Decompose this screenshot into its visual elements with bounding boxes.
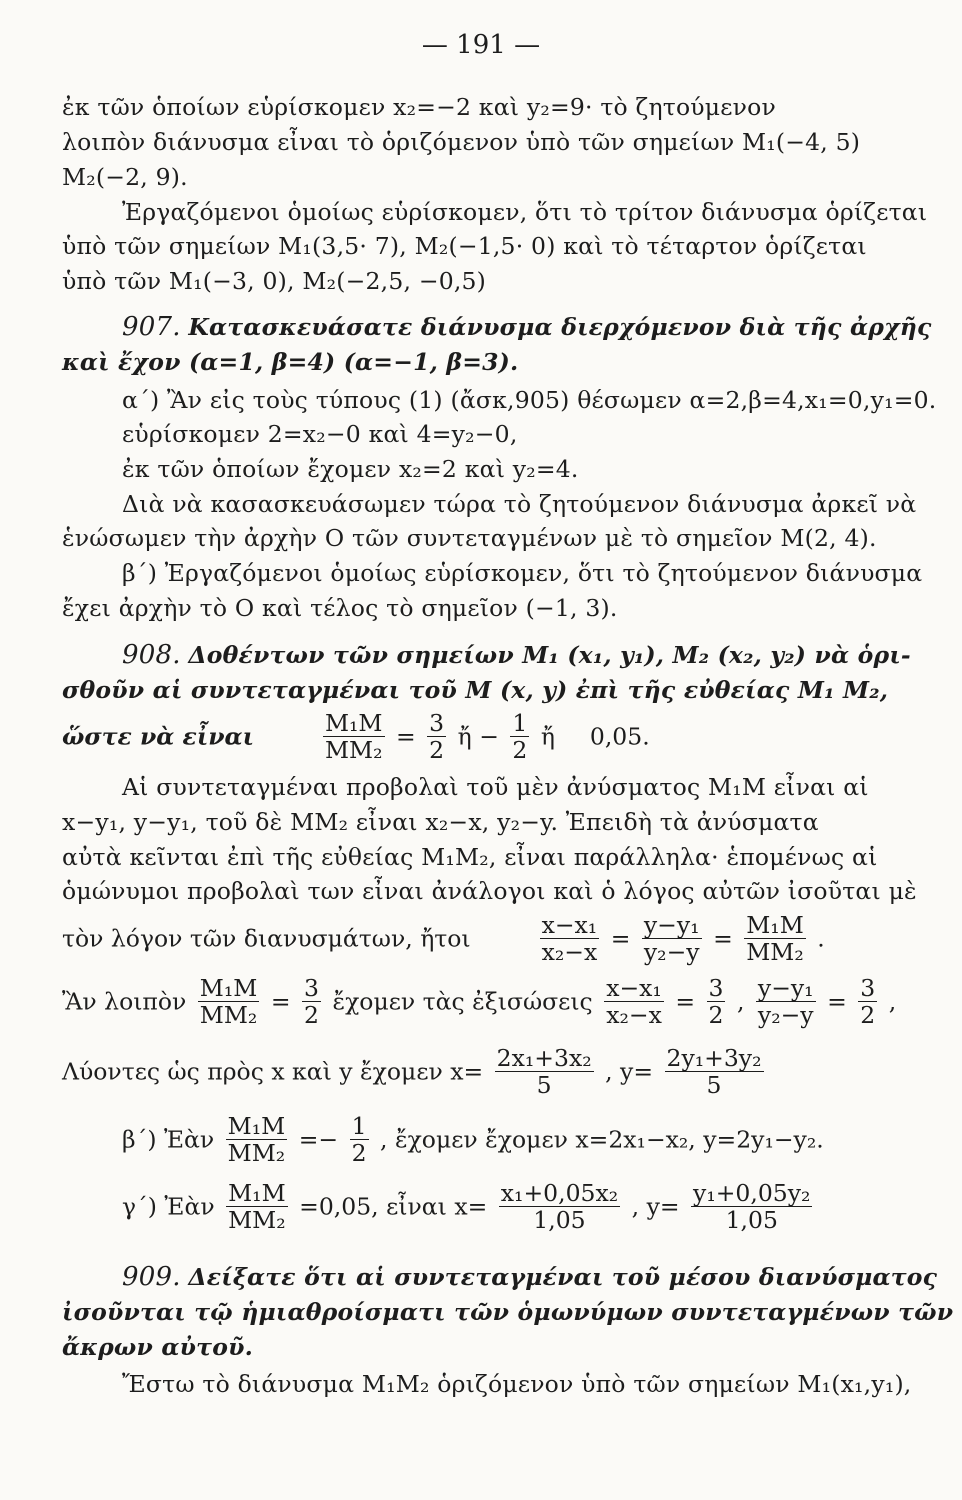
- fraction: [226, 1180, 288, 1233]
- denominator: 2: [860, 1001, 876, 1029]
- numerator: 3: [304, 974, 319, 1002]
- exercise-908-heading: [122, 640, 911, 670]
- fraction: [858, 975, 877, 1028]
- ratio-condition: [62, 710, 650, 763]
- text-line: ἐκ τῶν ὁποίων ἔχομεν x₂=2 καὶ y₂=4.: [122, 455, 579, 483]
- exercise-907-heading: [122, 312, 932, 342]
- text-line: , y=: [631, 1192, 680, 1221]
- text-line: αὐτὰ κεῖνται ἐπὶ τῆς εὐθείας M₁M₂, εἶναι παράλληλα· ἑπομένως αἱ: [62, 843, 878, 871]
- denominator: MM₂: [324, 736, 383, 764]
- denominator: x₂−x: [541, 938, 598, 966]
- text-line: =0,05, εἶναι x=: [299, 1192, 488, 1221]
- word-or: ἤ: [540, 722, 555, 751]
- numerator: 3: [860, 974, 876, 1002]
- denominator: x₂−x: [606, 1001, 662, 1029]
- denominator: 2: [708, 1001, 724, 1029]
- text-line: ὑπὸ τῶν M₁(−3, 0), M₂(−2,5, −0,5): [62, 267, 487, 295]
- fraction: [604, 975, 664, 1028]
- numerator: 1: [351, 1112, 367, 1140]
- text-line: , y=: [605, 1057, 654, 1086]
- fraction: [323, 710, 385, 763]
- exercise-statement: Δοθέντων τῶν σημείων M₁ (x₁, y₁), M₂ (x₂, y₂) νὰ ὁρι-: [188, 641, 911, 669]
- operator: =: [270, 987, 291, 1016]
- denominator: 2: [351, 1139, 367, 1167]
- text-line: εὑρίσκομεν 2=x₂−0 καὶ 4=y₂−0,: [122, 420, 518, 448]
- text-line: ὁμώνυμοι προβολαὶ των εἶναι ἀνάλογοι καὶ ὁ λόγος αὐτῶν ἰσοῦται μὲ: [62, 877, 917, 905]
- numerator: y−y₁: [757, 974, 814, 1002]
- denominator: y₂−y: [757, 1001, 814, 1029]
- text-line: Ἂν λοιπὸν: [62, 987, 187, 1016]
- numerator: 2y₁+3y₂: [666, 1044, 762, 1072]
- denominator: MM₂: [746, 938, 804, 966]
- denominator: 5: [706, 1071, 722, 1099]
- fraction: [665, 1045, 764, 1098]
- text-line: γ΄) Ἐὰν: [122, 1192, 215, 1221]
- operator: =: [610, 924, 631, 953]
- denominator: 1,05: [725, 1206, 778, 1234]
- operator: =: [395, 722, 416, 751]
- denominator: 5: [536, 1071, 552, 1099]
- numerator: 2x₁+3x₂: [496, 1044, 592, 1072]
- page-number: — 191 —: [421, 30, 541, 60]
- denominator: 2: [429, 736, 445, 764]
- exercise-909-heading: [122, 1262, 938, 1292]
- text-line: λοιπὸν διάνυσμα εἶναι τὸ ὁριζόμενον ὑπὸ τῶν σημείων M₁(−4, 5): [62, 128, 861, 156]
- numerator: 1: [512, 709, 528, 737]
- fraction: [350, 1113, 369, 1166]
- text-line: Ἔστω τὸ διάνυσμα M₁M₂ ὁριζόμενον ὑπὸ τῶν σημείων M₁(x₁,y₁),: [122, 1370, 912, 1398]
- numerator: x−x₁: [606, 974, 662, 1002]
- text-line: Λύοντες ὡς πρὸς x καὶ y ἔχομεν x=: [62, 1057, 484, 1086]
- numerator: y₁+0,05y₂: [693, 1179, 811, 1207]
- numerator: 3: [429, 709, 445, 737]
- text-line: ἔχομεν τὰς ἐξισώσεις: [332, 987, 593, 1016]
- text-line: Ἐργαζόμενοι ὁμοίως εὑρίσκομεν, ὅτι τὸ τρίτον διάνυσμα ὁρίζεται: [122, 198, 928, 226]
- denominator: 2: [304, 1001, 319, 1029]
- operator: −: [479, 722, 499, 751]
- numerator: x−x₁: [541, 911, 598, 939]
- case-b-line: [122, 1113, 824, 1166]
- text-line: ἐκ τῶν ὁποίων εὑρίσκομεν x₂=−2 καὶ y₂=9· τὸ ζητούμενον: [62, 93, 776, 121]
- denominator: 1,05: [533, 1206, 586, 1234]
- text-line: M₂(−2, 9).: [62, 163, 188, 191]
- fraction: [495, 1045, 594, 1098]
- numerator: M₁M: [324, 709, 383, 737]
- numerator: M₁M: [746, 911, 804, 939]
- fraction: [707, 975, 726, 1028]
- proportion-equation: [62, 912, 825, 965]
- exercise-number: 909.: [122, 1262, 181, 1292]
- denominator: y₂−y: [643, 938, 700, 966]
- numerator: M₁M: [199, 974, 258, 1002]
- numerator: M₁M: [227, 1112, 286, 1140]
- equations-line: [62, 975, 896, 1028]
- numerator: M₁M: [228, 1179, 286, 1207]
- exercise-statement: ἰσοῦνται τῷ ἡμιαθροίσματι τῶν ὁμωνύμων συντεταγμένων τῶν: [62, 1298, 954, 1326]
- text-line: β΄) Ἐργαζόμενοι ὁμοίως εὑρίσκομεν, ὅτι τὸ ζητούμενον διάνυσμα: [122, 559, 923, 587]
- text-line: β΄) Ἐὰν: [122, 1125, 215, 1154]
- fraction: [744, 912, 806, 965]
- word-or: ἤ: [457, 722, 472, 751]
- punctuation: ,: [736, 987, 745, 1016]
- exercise-number: 907.: [122, 312, 181, 342]
- denominator: MM₂: [227, 1139, 286, 1167]
- denominator: MM₂: [199, 1001, 258, 1029]
- fraction: [427, 710, 446, 763]
- exercise-statement: σθοῦν αἱ συντεταγμέναι τοῦ M (x, y) ἐπὶ τῆς εὐθείας M₁ M₂,: [62, 676, 889, 704]
- exercise-statement: καὶ ἔχον (α=1, β=4) (α=−1, β=3).: [62, 348, 519, 376]
- solution-line: [62, 1045, 768, 1098]
- value: 0,05.: [589, 722, 650, 751]
- numerator: y−y₁: [643, 911, 700, 939]
- exercise-number: 908.: [122, 640, 181, 670]
- exercise-statement: Δείξατε ὅτι αἱ συντεταγμέναι τοῦ μέσου διανύσματος: [188, 1263, 938, 1291]
- fraction: [642, 912, 702, 965]
- text-line: Αἱ συντεταγμέναι προβολαὶ τοῦ μὲν ἀνύσματος M₁M εἶναι αἱ: [122, 773, 869, 801]
- text-line: ἑνώσωμεν τὴν ἀρχὴν O τῶν συντεταγμένων μὲ τὸ σημεῖον M(2, 4).: [62, 524, 877, 552]
- exercise-statement: Κατασκευάσατε διάνυσμα διερχόμενον διὰ τῆς ἀρχῆς: [188, 313, 932, 341]
- text-line: , ἔχομεν: [380, 1125, 478, 1154]
- punctuation: ,: [888, 987, 897, 1016]
- fraction: [499, 1180, 620, 1233]
- text-line: α΄) Ἂν εἰς τοὺς τύπους (1) (ἄσκ,905) θέσωμεν α=2,β=4,x₁=0,y₁=0.: [122, 386, 937, 414]
- fraction: [540, 912, 600, 965]
- fraction: [756, 975, 816, 1028]
- numerator: x₁+0,05x₂: [500, 1179, 619, 1207]
- text-line: x−y₁, y−y₁, τοῦ δὲ MM₂ εἶναι x₂−x, y₂−y. Ἐπειδὴ τὰ ἀνύσματα: [62, 808, 819, 836]
- fraction: [302, 975, 321, 1028]
- punctuation: .: [817, 924, 825, 953]
- denominator: 2: [512, 736, 528, 764]
- exercise-statement: ὥστε νὰ εἶναι: [62, 722, 254, 751]
- fraction: [226, 1113, 288, 1166]
- fraction: [510, 710, 529, 763]
- exercise-statement: ἄκρων αὐτοῦ.: [62, 1333, 253, 1361]
- fraction: [198, 975, 260, 1028]
- text-line: ὑπὸ τῶν σημείων M₁(3,5· 7), M₂(−1,5· 0) καὶ τὸ τέταρτον ὁρίζεται: [62, 232, 867, 260]
- denominator: MM₂: [228, 1206, 286, 1234]
- text-line: ἔχει ἀρχὴν τὸ O καὶ τέλος τὸ σημεῖον (−1, 3).: [62, 594, 618, 622]
- operator: =: [713, 924, 733, 953]
- numerator: 3: [708, 974, 724, 1002]
- fraction: [691, 1180, 812, 1233]
- text-line: ἔχομεν x=2x₁−x₂, y=2y₁−y₂.: [485, 1125, 824, 1154]
- text-line: Διὰ νὰ κασασκευάσωμεν τώρα τὸ ζητούμενον διάνυσμα ἀρκεῖ νὰ: [122, 490, 917, 518]
- operator: =: [827, 987, 847, 1016]
- operator: =: [675, 987, 696, 1016]
- case-c-line: [122, 1180, 816, 1233]
- text-line: τὸν λόγον τῶν διανυσμάτων, ἤτοι: [62, 924, 471, 953]
- operator: =−: [298, 1125, 339, 1154]
